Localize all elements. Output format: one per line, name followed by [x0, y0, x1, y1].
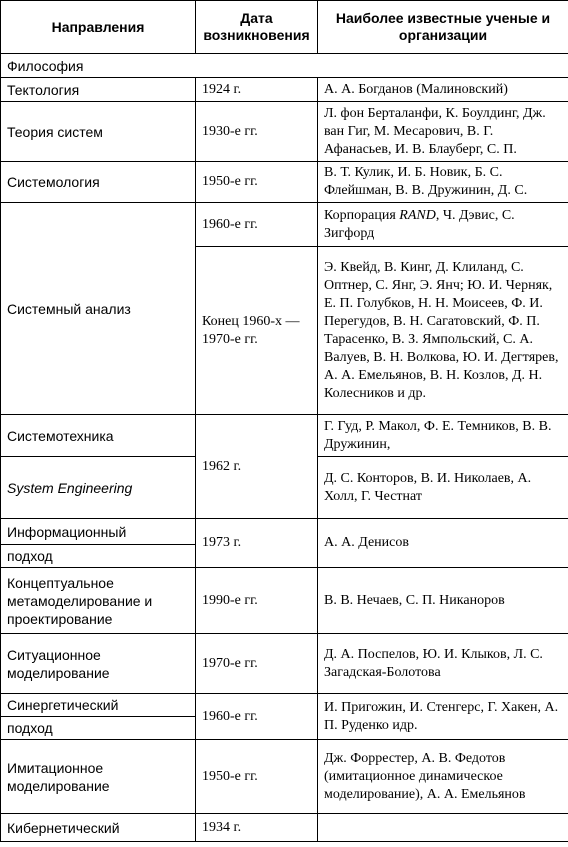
date-cell: 1960-е гг. — [196, 694, 318, 740]
direction-cell: подход — [1, 545, 196, 568]
table-row — [1, 162, 568, 203]
table-row — [1, 814, 568, 842]
direction-cell: Тектология — [1, 78, 196, 102]
direction-cell: Синергетический — [1, 694, 196, 717]
table-row — [1, 415, 568, 457]
header-scientists: Наиболее известные ученые и организации — [318, 1, 568, 54]
date-cell: 1960-е гг. — [196, 203, 318, 247]
people-cell: Д. С. Конторов, В. И. Николаев, А. Холл, Г. Честнат — [318, 457, 568, 519]
people-text: Корпорация — [324, 207, 400, 223]
date-cell: 1990-е гг. — [196, 568, 318, 634]
people-cell: Г. Гуд, Р. Макол, Ф. Е. Темников, В. В. Дружинин, — [318, 415, 568, 457]
rand-corporation: RAND — [399, 207, 436, 223]
direction-cell: Системный анализ — [1, 203, 196, 415]
people-cell — [318, 203, 568, 247]
table-row — [1, 519, 568, 545]
direction-cell: Информационный — [1, 519, 196, 545]
direction-cell: System Engineering — [1, 457, 196, 519]
date-cell: 1970-е гг. — [196, 634, 318, 694]
table-row — [1, 54, 568, 78]
people-cell: Дж. Форрестер, А. В. Федотов (имитационное динамическое моделирование), А. А. Емельянов — [318, 740, 568, 814]
people-cell: И. Пригожин, И. Стенгерс, Г. Хакен, А. П. Руденко идр. — [318, 694, 568, 740]
people-cell: А. А. Денисов — [318, 519, 568, 568]
date-cell: 1950-е гг. — [196, 740, 318, 814]
table-row — [1, 78, 568, 102]
date-cell: 1934 г. — [196, 814, 318, 842]
header-directions: Направления — [1, 1, 196, 54]
people-cell: Л. фон Берталанфи, К. Боулдинг, Дж. ван Гиг, М. Месарович, В. Г. Афанасьев, И. В. Блауберг, С. П. — [318, 102, 568, 162]
direction-cell: Имитационное моделирование — [1, 740, 196, 814]
direction-cell: Ситуационное моделирование — [1, 634, 196, 694]
table-row — [1, 634, 568, 694]
people-cell: Д. А. Поспелов, Ю. И. Клыков, Л. С. Загадская-Болотова — [318, 634, 568, 694]
people-text: , Ч. Дэвис, С. Зигфорд — [324, 207, 515, 241]
date-cell: 1924 г. — [196, 78, 318, 102]
people-cell: В. Т. Кулик, И. Б. Новик, Б. С. Флейшман, В. В. Дружинин, Д. С. — [318, 162, 568, 203]
direction-cell: Системотехника — [1, 415, 196, 457]
date-cell: 1930-е гг. — [196, 102, 318, 162]
table-row — [1, 740, 568, 814]
people-cell: Э. Квейд, В. Кинг, Д. Клиланд, С. Оптнер, С. Янг, Э. Янч; Ю. И. Черняк, Е. П. Голубков, Н. Н. Моисеев, Ф. И. Перегудов, В. Н. Сагатовский, Ф. П. Тарасенко, В. З. Ямпольский, С. А. Валуев, В. Н. Волкова, Ю. И. Дегтярев, А. А. Емельянов, В. Н. Козлов, Д. Н. Колесников и др. — [318, 247, 568, 415]
table-row — [1, 694, 568, 717]
people-cell: В. В. Нечаев, С. П. Никаноров — [318, 568, 568, 634]
table-row — [1, 203, 568, 247]
direction-cell: Кибернетический — [1, 814, 196, 842]
direction-cell: подход — [1, 717, 196, 740]
date-cell: 1962 г. — [196, 415, 318, 519]
date-cell: 1973 г. — [196, 519, 318, 568]
header-row — [1, 1, 568, 54]
direction-cell: Концептуальное метамоделирование и проектирование — [1, 568, 196, 634]
date-cell: Конец 1960-х — 1970-е гг. — [196, 247, 318, 415]
table-row — [1, 568, 568, 634]
date-cell: 1950-е гг. — [196, 162, 318, 203]
direction-cell: Теория систем — [1, 102, 196, 162]
header-date: Дата возникновения — [196, 1, 318, 54]
people-cell: А. А. Богданов (Малиновский) — [318, 78, 568, 102]
direction-cell: Системология — [1, 162, 196, 203]
people-cell — [318, 814, 568, 842]
table-row — [1, 102, 568, 162]
section-philosophy: Философия — [1, 54, 568, 78]
